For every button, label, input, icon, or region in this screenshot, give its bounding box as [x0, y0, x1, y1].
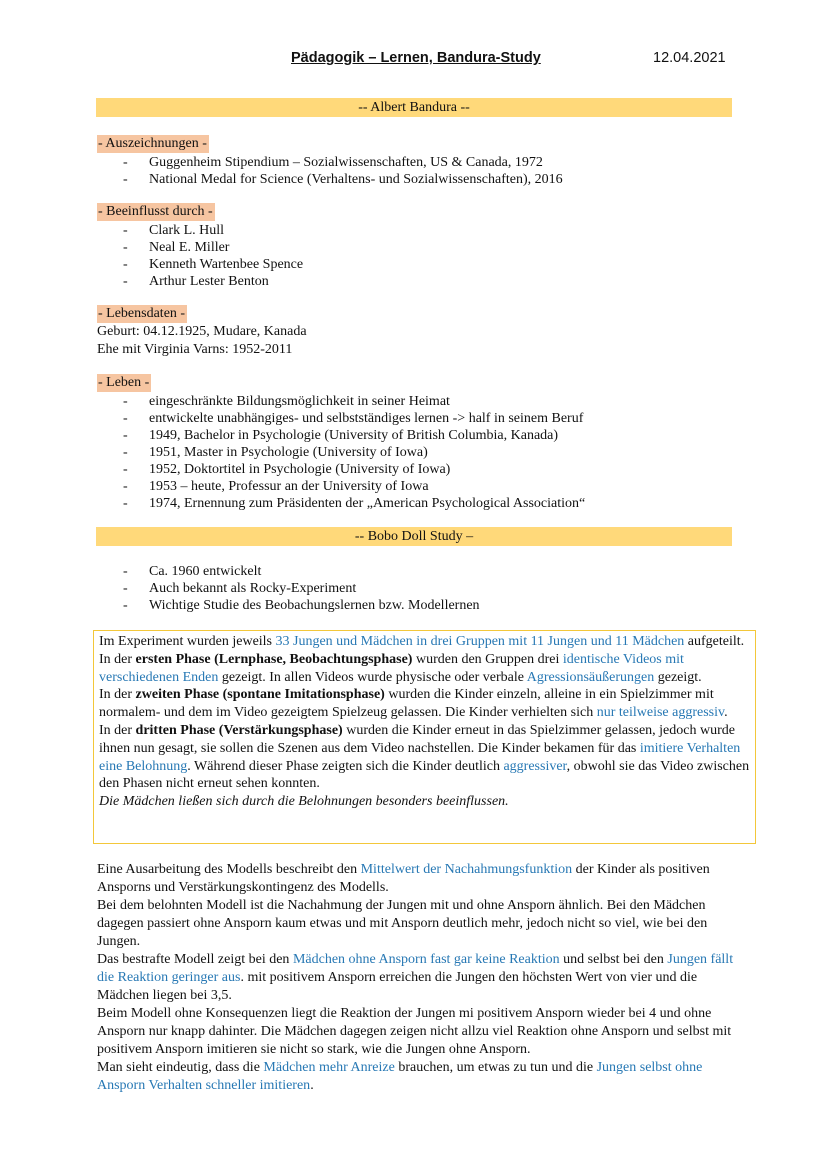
list-item: - 1949, Bachelor in Psychologie (University of British Columbia, Kanada) — [123, 428, 559, 443]
lebensdaten-geburt: Geburt: 04.12.1925, Mudare, Kanada — [97, 324, 307, 339]
experiment-paragraph-1: Im Experiment wurden jeweils 33 Jungen und Mädchen in drei Gruppen mit 11 Jungen und 11 Mädchen aufgeteilt. In der ersten Phase (Lernphase, Beobachtungsphase) wurden den Gruppen drei identische Videos mit verschiedenen Enden gezeigt. In allen Videos wurde physische oder verbale Agressionsäußerungen gezeigt. — [99, 634, 745, 685]
lebensdaten-ehe: Ehe mit Virginia Varns: 1952-2011 — [97, 342, 293, 357]
list-item: - eingeschränkte Bildungsmöglichkeit in seiner Heimat — [123, 394, 450, 409]
section-beeinflusst — [97, 203, 757, 290]
experiment-paragraph-3: In der dritten Phase (Verstärkungsphase) wurden die Kinder erneut in das Spielzimmer gelassen, jedoch wurde ihnen nun gesagt, sie sollen die Szenen aus dem Video nachstellen. Die Kinder bekamen für das imitiere Verhalten eine Belohnung. Während dieser Phase zeigten sich die Kinder deutlich aggressiver, obwohl sie das Video zwischen den Phasen nicht erneut sehen konnten. — [99, 722, 750, 792]
list-auszeichnungen — [97, 154, 757, 188]
list-bobo — [97, 563, 757, 614]
section-leben — [97, 374, 757, 512]
list-item: - Neal E. Miller — [123, 240, 230, 255]
analysis-paragraph-3: Das bestrafte Modell zeigt bei den Mädchen ohne Ansporn fast gar keine Reaktion und selbst bei den Jungen fällt die Reaktion geringer aus. mit positivem Ansporn erreichen die Jungen den höchsten Wert von vier und die Mädchen liegen bei 3,5. — [97, 952, 734, 1003]
experiment-box — [93, 630, 756, 844]
list-item: - 1953 – heute, Professur an der University of Iowa — [123, 479, 429, 494]
section-auszeichnungen — [97, 135, 757, 188]
document-date: 12.04.2021 — [653, 50, 726, 66]
experiment-paragraph-2: In der zweiten Phase (spontane Imitationsphase) wurden die Kinder einzeln, alleine in ein Spielzimmer mit normalem- und dem im Video gezeigtem Spielzeug gelassen. Die Kinder verhielten sich nur teilweise aggressiv. — [99, 687, 728, 721]
analysis-text — [97, 861, 749, 1095]
list-item: - Clark L. Hull — [123, 223, 225, 238]
list-item: - Guggenheim Stipendium – Sozialwissenschaften, US & Canada, 1972 — [123, 155, 543, 170]
list-item: - 1951, Master in Psychologie (University of Iowa) — [123, 445, 428, 460]
list-item: - Wichtige Studie des Beobachungslernen bzw. Modellernen — [123, 598, 480, 613]
section-bobo — [97, 563, 757, 614]
heading-lebensdaten: - Lebensdaten - — [98, 306, 186, 321]
analysis-paragraph-4: Beim Modell ohne Konsequenzen liegt die Reaktion der Jungen mi positivem Ansporn wieder bei 4 und ohne Ansporn nur knapp dahinter. Die Mädchen dagegen zeigen nicht allzu viel Reaktion ohne Ansporn und selbst mit positivem Ansporn imitieren sie nicht so stark, wie die Jungen ohne Ansporn. — [97, 1006, 732, 1057]
list-beeinflusst — [97, 222, 757, 290]
heading-leben: - Leben - — [98, 375, 150, 390]
list-item: - Auch bekannt als Rocky-Experiment — [123, 581, 357, 596]
section-lebensdaten — [97, 305, 757, 359]
experiment-conclusion: Die Mädchen ließen sich durch die Belohnungen besonders beeinflussen. — [99, 794, 509, 810]
analysis-paragraph-5: Man sieht eindeutig, dass die Mädchen mehr Anreize brauchen, um etwas zu tun und die Jungen selbst ohne Ansporn Verhalten schneller imitieren. — [97, 1060, 703, 1093]
list-item: - entwickelte unabhängiges- und selbstständiges lernen -> half in seinem Beruf — [123, 411, 584, 426]
list-item: - 1974, Ernennung zum Präsidenten der „American Psychological Association“ — [123, 496, 586, 511]
analysis-paragraph-1: Eine Ausarbeitung des Modells beschreibt den Mittelwert der Nachahmungsfunktion der Kinder als positiven Ansporns und Verstärkungskontingenz des Modells. — [97, 862, 710, 895]
banner-albert-bandura: -- Albert Bandura -- — [96, 98, 732, 117]
page-header — [0, 50, 828, 72]
banner-bobo-doll-study: -- Bobo Doll Study – — [96, 527, 732, 546]
heading-auszeichnungen: - Auszeichnungen - — [98, 136, 207, 151]
list-item: - National Medal for Science (Verhaltens- und Sozialwissenschaften), 2016 — [123, 172, 563, 187]
list-item: - Kenneth Wartenbee Spence — [123, 257, 304, 272]
list-item: - Arthur Lester Benton — [123, 274, 269, 289]
heading-beeinflusst: - Beeinflusst durch - — [98, 204, 213, 219]
list-item: - 1952, Doktortitel in Psychologie (University of Iowa) — [123, 462, 451, 477]
list-item: - Ca. 1960 entwickelt — [123, 564, 262, 579]
list-leben — [97, 393, 757, 512]
document-title: Pädagogik – Lernen, Bandura-Study — [291, 50, 541, 66]
analysis-paragraph-2: Bei dem belohnten Modell ist die Nachahmung der Jungen mit und ohne Ansporn ähnlich. Bei den Mädchen dagegen passiert ohne Ansporn kaum etwas und mit Ansporn deutlich mehr, jedoch nicht so viel, wie bei den Jungen. — [97, 898, 708, 949]
